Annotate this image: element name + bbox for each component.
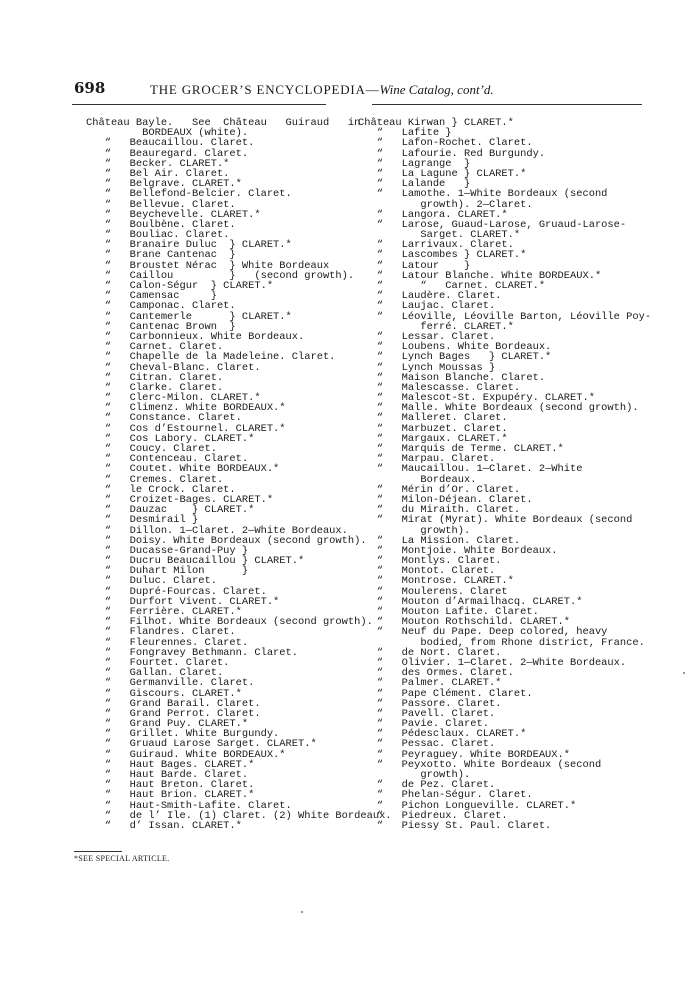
- catalog-entry: “ Passore. Claret.: [358, 697, 502, 710]
- catalog-entry: “ Ducasse-Grand-Puy }: [86, 544, 249, 557]
- catalog-entry: “ Caillou } (second growth).: [86, 269, 355, 282]
- catalog-entry: “ du Miraith. Claret.: [358, 504, 521, 517]
- catalog-entry: “ Duluc. Claret.: [86, 575, 217, 588]
- catalog-entry: “ Fongravey Bethmann. Claret.: [86, 646, 299, 659]
- running-head-subtitle: Wine Catalog, cont’d.: [379, 82, 494, 97]
- catalog-entry: “ Montot. Claret.: [358, 565, 496, 578]
- catalog-entry: “ Montlys. Claret.: [358, 555, 502, 568]
- catalog-entry: “ Grand Barail. Claret.: [86, 697, 261, 710]
- catalog-entry: “ Filhot. White Bordeaux (second growth).: [86, 616, 373, 629]
- catalog-entry: “ Cheval-Blanc. Claret.: [86, 361, 261, 374]
- catalog-entry: “ Grillet. White Burgundy.: [86, 728, 280, 741]
- catalog-entry: “ Palmer. CLARET.*: [358, 677, 502, 690]
- header-rule-left: [72, 104, 326, 105]
- catalog-entry: “ Larose, Guaud-Larose, Gruaud-Larose-: [358, 218, 627, 231]
- catalog-entry: “ Germanville. Claret.: [86, 677, 255, 690]
- catalog-entry: “ Beychevelle. CLARET.*: [86, 208, 261, 221]
- catalog-entry: “ Montrose. CLARET.*: [358, 575, 514, 588]
- catalog-entry: “ Lessar. Claret.: [358, 330, 496, 343]
- catalog-entry: “ Moulerens. Claret: [358, 585, 508, 598]
- catalog-entry: “ Flandres. Claret.: [86, 626, 236, 639]
- catalog-entry: “ Malle. White Bordeaux (second growth).: [358, 402, 639, 415]
- catalog-entry: BORDEAUX (white).: [86, 127, 249, 140]
- catalog-entry: “ Piessy St. Paul. Claret.: [358, 819, 552, 832]
- catalog-entry: “ le Crock. Claret.: [86, 483, 236, 496]
- catalog-entry: “ Cremes. Claret.: [86, 473, 224, 486]
- header-rule-right: [372, 104, 642, 105]
- catalog-entry: “ Pavie. Claret.: [358, 718, 489, 731]
- catalog-entry: “ Brane Cantenac }: [86, 249, 236, 262]
- catalog-entry: Sarget. CLARET.*: [358, 229, 521, 242]
- catalog-entry: “ Belgrave. CLARET.*: [86, 178, 242, 191]
- catalog-entry: “ Lalande }: [358, 178, 471, 191]
- catalog-entry: “ Lascombes } CLARET.*: [358, 249, 527, 262]
- catalog-entry: “ “ Carnet. CLARET.*: [358, 280, 546, 292]
- catalog-entry: “ Doisy. White Bordeaux (second growth).: [86, 534, 367, 547]
- catalog-entry: “ Gallan. Claret.: [86, 667, 224, 680]
- catalog-entry: “ Malleret. Claret.: [358, 412, 508, 425]
- catalog-entry: “ Fleurennes. Claret.: [86, 636, 249, 649]
- catalog-entry: “ Mouton Lafite. Claret.: [358, 606, 539, 618]
- catalog-entry: “ Durfort Vivent. CLARET.*: [86, 595, 280, 608]
- catalog-entry: “ Haut Barde. Claret.: [86, 769, 249, 781]
- catalog-entry: “ des Ormes. Claret.: [358, 667, 514, 680]
- left-column: [86, 117, 392, 832]
- catalog-entry: “ Pichon Longueville. CLARET.*: [358, 799, 577, 812]
- catalog-entry: “ Mérin d’Or. Claret.: [358, 483, 521, 496]
- catalog-entry: “ Milon-Déjean. Claret.: [358, 493, 533, 506]
- catalog-entry: “ de l’ Ile. (1) Claret. (2) White Bordeaux.: [86, 809, 392, 822]
- catalog-entry: “ Piedreux. Claret.: [358, 809, 508, 822]
- catalog-entry: “ Laujac. Claret.: [358, 300, 496, 313]
- catalog-entry: “ Malescasse. Claret.: [358, 381, 521, 394]
- catalog-entry: “ Dillon. 1—Claret. 2—White Bordeaux.: [86, 524, 348, 537]
- catalog-entry: “ Neuf du Pape. Deep colored, heavy: [358, 626, 608, 639]
- catalog-entry: “ d’ Issan. CLARET.*: [86, 819, 242, 832]
- catalog-entry: “ de Pez. Claret.: [358, 779, 496, 792]
- catalog-entry: “ Haut Bages. CLARET.*: [86, 758, 255, 771]
- catalog-entry: “ Cos d’Estournel. CLARET.*: [86, 422, 286, 435]
- catalog-entry: “ Calon-Ségur } CLARET.*: [86, 280, 274, 292]
- catalog-entry: “ Camponac. Claret.: [86, 300, 236, 313]
- catalog-entry: “ Carnet. Claret.: [86, 341, 224, 354]
- footnote-rule: [74, 851, 122, 852]
- catalog-entry: “ Mouton d’Armailhacq. CLARET.*: [358, 595, 583, 608]
- catalog-entry: “ Pédesclaux. CLARET.*: [358, 728, 527, 741]
- catalog-entry: growth). 2—Claret.: [358, 198, 533, 211]
- catalog-entry: ferré. CLARET.*: [358, 320, 514, 333]
- catalog-entry: “ Latour Blanche. White BORDEAUX.*: [358, 269, 602, 282]
- catalog-entry: “ Clerc-Milon. CLARET.*: [86, 392, 261, 405]
- catalog-entry: “ Coutet. White BORDEAUX.*: [86, 463, 280, 476]
- catalog-entry: “ Laudère. Claret.: [358, 290, 502, 303]
- catalog-entry: “ La Lagune } CLARET.*: [358, 167, 527, 180]
- right-column: [358, 118, 658, 831]
- paper-speck: [301, 911, 303, 913]
- catalog-entry: “ Contenceau. Claret.: [86, 453, 249, 466]
- catalog-entry: “ La Mission. Claret.: [358, 534, 521, 547]
- catalog-entry: “ Becker. CLARET.*: [86, 157, 230, 170]
- catalog-entry: “ Bouliac. Claret.: [86, 229, 230, 242]
- catalog-entry: “ Pavell. Claret.: [358, 707, 496, 720]
- catalog-entry: “ Bellevue. Claret.: [86, 198, 236, 211]
- catalog-entry: “ Marbuzet. Claret.: [358, 422, 508, 435]
- catalog-entry: “ Lafite }: [358, 127, 452, 140]
- catalog-entry: “ Cantemerle } CLARET.*: [86, 310, 292, 323]
- catalog-entry: Bordeaux.: [358, 473, 477, 486]
- catalog-entry: “ Citran. Claret.: [86, 371, 224, 384]
- catalog-entry: “ Marquis de Terme. CLARET.*: [358, 443, 564, 455]
- catalog-entry: “ Climenz. White BORDEAUX.*: [86, 402, 286, 415]
- catalog-entry: “ Croizet-Bages. CLARET.*: [86, 493, 274, 506]
- footnote: *SEE SPECIAL ARTICLE.: [74, 854, 170, 863]
- catalog-entry: “ Guiraud. White BORDEAUX.*: [86, 748, 286, 761]
- catalog-entry: “ Duhart Milon }: [86, 565, 249, 578]
- catalog-entry: “ Montjoie. White Bordeaux.: [358, 544, 558, 557]
- catalog-entry: “ Grand Perrot. Claret.: [86, 707, 261, 720]
- catalog-entry: “ Cantenac Brown }: [86, 320, 236, 333]
- catalog-entry: “ Bel Air. Claret.: [86, 167, 230, 180]
- catalog-entry: “ Lynch Moussas }: [358, 361, 496, 374]
- catalog-entry: bodied, from Rhone district, France.: [358, 636, 645, 649]
- catalog-entry: “ Margaux. CLARET.*: [358, 432, 508, 445]
- catalog-entry: “ Ferrière. CLARET.*: [86, 606, 242, 618]
- catalog-entry: “ Gruaud Larose Sarget. CLARET.*: [86, 738, 317, 751]
- catalog-entry: growth).: [358, 769, 471, 781]
- catalog-entry: “ Beaucaillou. Claret.: [86, 137, 255, 150]
- catalog-entry: “ Maucaillou. 1—Claret. 2—White: [358, 463, 583, 476]
- catalog-entry: “ Lafon-Rochet. Claret.: [358, 137, 533, 150]
- catalog-entry: “ Beauregard. Claret.: [86, 147, 249, 160]
- catalog-entry: “ Carbonnieux. White Bordeaux.: [86, 330, 305, 343]
- paper-speck: [683, 672, 685, 674]
- catalog-entry: “ Bellefond-Belcier. Claret.: [86, 188, 292, 201]
- catalog-entry: “ Broustet Nérac } White Bordeaux: [86, 259, 330, 272]
- catalog-entry: “ Marpau. Claret.: [358, 453, 496, 466]
- catalog-entry: “ Desmirail }: [86, 514, 199, 527]
- catalog-entry: “ Léoville, Léoville Barton, Léoville Poy-: [358, 310, 652, 323]
- catalog-entry: “ Olivier. 1—Claret. 2—White Bordeaux.: [358, 656, 627, 669]
- catalog-entry: “ Lamothe. 1—White Bordeaux (second: [358, 188, 608, 201]
- running-head: [150, 82, 494, 98]
- running-head-title: THE GROCER’S ENCYCLOPEDIA—: [150, 82, 380, 97]
- catalog-entry: “ Langora. CLARET.*: [358, 208, 508, 221]
- catalog-entry: Château Bayle. See Château Guiraud in: [86, 117, 361, 129]
- page-number: 698: [74, 79, 106, 97]
- catalog-entry: “ Latour }: [358, 259, 471, 272]
- catalog-entry: “ Dauzac } CLARET.*: [86, 504, 255, 517]
- catalog-entry: “ Pessac. Claret.: [358, 738, 496, 751]
- catalog-entry: “ de Nort. Claret.: [358, 646, 502, 659]
- catalog-entry: “ Haut Brion. CLARET.*: [86, 789, 255, 802]
- catalog-entry: “ Haut-Smith-Lafite. Claret.: [86, 799, 292, 812]
- catalog-entry: “ Cos Labory. CLARET.*: [86, 432, 255, 445]
- catalog-entry: “ Peyxotto. White Bordeaux (second: [358, 758, 602, 771]
- catalog-entry: “ Clarke. Claret.: [86, 381, 224, 394]
- catalog-entry: “ Haut Breton. Claret.: [86, 779, 255, 792]
- catalog-entry: “ Branaire Duluc } CLARET.*: [86, 239, 292, 252]
- catalog-entry: “ Ducru Beaucaillou } CLARET.*: [86, 555, 305, 568]
- catalog-entry: “ Chapelle de la Madeleine. Claret.: [86, 351, 336, 364]
- catalog-entry: “ Boulbène. Claret.: [86, 218, 236, 231]
- catalog-entry: “ Pape Clément. Claret.: [358, 687, 533, 700]
- catalog-entry: “ Grand Puy. CLARET.*: [86, 718, 249, 731]
- catalog-entry: “ Phelan-Ségur. Claret.: [358, 789, 533, 802]
- catalog-entry: “ Fourtet. Claret.: [86, 656, 230, 669]
- catalog-entry: Château Kirwan } CLARET.*: [358, 117, 514, 129]
- catalog-entry: “ Lagrange }: [358, 157, 471, 170]
- catalog-entry: “ Larrivaux. Claret.: [358, 239, 514, 252]
- catalog-entry: “ Dupré-Fourcas. Claret.: [86, 585, 267, 598]
- catalog-entry: “ Maison Blanche. Claret.: [358, 371, 546, 384]
- catalog-entry: growth).: [358, 524, 471, 537]
- catalog-entry: “ Loubens. White Bordeaux.: [358, 341, 552, 354]
- catalog-entry: “ Peyraguey. White BORDEAUX.*: [358, 748, 571, 761]
- catalog-entry: “ Malescot-St. Expupéry. CLARET.*: [358, 392, 595, 405]
- catalog-entry: “ Lynch Bages } CLARET.*: [358, 351, 552, 364]
- catalog-entry: “ Coucy. Claret.: [86, 443, 217, 455]
- catalog-entry: “ Constance. Claret.: [86, 412, 242, 425]
- catalog-entry: “ Camensac }: [86, 290, 217, 303]
- catalog-entry: “ Giscours. CLARET.*: [86, 687, 242, 700]
- catalog-entry: “ Mouton Rothschild. CLARET.*: [358, 616, 571, 629]
- catalog-entry: “ Mirat (Myrat). White Bordeaux (second: [358, 514, 633, 527]
- catalog-entry: “ Lafourie. Red Burgundy.: [358, 147, 546, 160]
